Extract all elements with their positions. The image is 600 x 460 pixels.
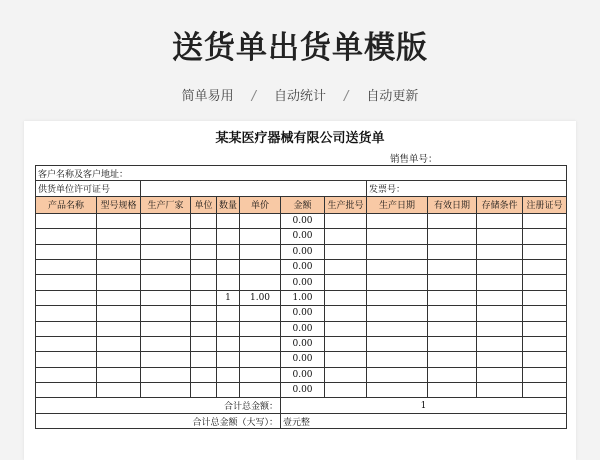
table-cell[interactable] xyxy=(477,367,523,382)
document-title: 某某医疗器械有限公司送货单 xyxy=(215,131,385,146)
header-cell[interactable]: 金额 xyxy=(281,196,325,213)
table-cell[interactable] xyxy=(428,259,477,274)
table-cell[interactable] xyxy=(217,336,240,351)
table-cell[interactable] xyxy=(36,383,97,398)
table-cell[interactable] xyxy=(240,275,281,290)
table-cell[interactable] xyxy=(36,290,97,305)
table-cell[interactable] xyxy=(36,367,97,382)
table-cell[interactable]: 0.00 xyxy=(281,244,325,259)
table-cell[interactable] xyxy=(240,259,281,274)
page-title: 送货单出货单模版 xyxy=(172,30,428,66)
table-cell[interactable] xyxy=(477,275,523,290)
table-cell[interactable] xyxy=(97,336,141,351)
table-row xyxy=(36,229,567,244)
table-cell[interactable] xyxy=(191,306,217,321)
header-cell[interactable]: 注册证号 xyxy=(523,196,567,213)
table-cell[interactable] xyxy=(36,259,97,274)
feature-auto-update: 自动更新 xyxy=(366,89,419,104)
table-cell[interactable] xyxy=(217,229,240,244)
table-row xyxy=(36,352,567,367)
table-cell[interactable] xyxy=(97,321,141,336)
table-cell[interactable] xyxy=(523,336,567,351)
table-cell[interactable] xyxy=(141,244,191,259)
total-row xyxy=(36,398,567,413)
table-row xyxy=(36,244,567,259)
table-cell[interactable]: 0.00 xyxy=(281,383,325,398)
table-cell[interactable] xyxy=(367,336,428,351)
table-cell[interactable] xyxy=(523,352,567,367)
table-cell[interactable] xyxy=(367,275,428,290)
table-cell[interactable] xyxy=(97,352,141,367)
table-cell[interactable] xyxy=(523,367,567,382)
table-cell[interactable] xyxy=(141,306,191,321)
table-cell[interactable] xyxy=(191,321,217,336)
header-cell[interactable]: 生产批号 xyxy=(325,196,367,213)
table-cell[interactable] xyxy=(523,275,567,290)
header-cell[interactable]: 有效日期 xyxy=(428,196,477,213)
table-cell[interactable] xyxy=(240,306,281,321)
supplier-license-label[interactable]: 供货单位许可证号 xyxy=(36,181,141,196)
invoice-number-label[interactable]: 发票号： xyxy=(367,181,567,196)
table-cell[interactable] xyxy=(428,352,477,367)
table-cell[interactable] xyxy=(240,367,281,382)
table-row xyxy=(36,321,567,336)
table-cell[interactable] xyxy=(97,290,141,305)
table-cell[interactable] xyxy=(240,336,281,351)
table-cell[interactable] xyxy=(217,367,240,382)
table-cell[interactable] xyxy=(325,275,367,290)
table-cell[interactable] xyxy=(97,244,141,259)
table-cell[interactable] xyxy=(217,244,240,259)
table-cell[interactable] xyxy=(217,352,240,367)
delivery-table xyxy=(35,165,567,429)
table-cell[interactable]: 0.00 xyxy=(281,229,325,244)
table-cell[interactable] xyxy=(428,290,477,305)
table-cell[interactable] xyxy=(191,383,217,398)
header-cell[interactable]: 数量 xyxy=(217,196,240,213)
table-cell[interactable] xyxy=(325,321,367,336)
table-cell[interactable] xyxy=(428,275,477,290)
table-cell[interactable] xyxy=(141,383,191,398)
table-cell[interactable] xyxy=(240,244,281,259)
header-row xyxy=(36,196,567,213)
table-cell[interactable] xyxy=(523,213,567,228)
table-cell[interactable] xyxy=(367,306,428,321)
supplier-license-value[interactable] xyxy=(141,181,367,196)
total-value[interactable]: 1 xyxy=(281,398,567,413)
table-cell[interactable] xyxy=(217,275,240,290)
table-cell[interactable] xyxy=(240,383,281,398)
table-cell[interactable] xyxy=(477,321,523,336)
sales-number-label: 销售单号： xyxy=(390,154,438,165)
table-cell[interactable] xyxy=(428,321,477,336)
table-cell[interactable] xyxy=(36,244,97,259)
table-cell[interactable] xyxy=(477,229,523,244)
table-cell[interactable] xyxy=(477,336,523,351)
header-cell[interactable]: 单价 xyxy=(240,196,281,213)
table-cell[interactable] xyxy=(428,336,477,351)
table-cell[interactable] xyxy=(36,352,97,367)
table-cell[interactable] xyxy=(240,352,281,367)
table-row xyxy=(36,290,567,305)
table-cell[interactable] xyxy=(36,275,97,290)
table-cell[interactable] xyxy=(367,244,428,259)
license-row xyxy=(36,181,567,196)
table-cell[interactable] xyxy=(141,321,191,336)
table-cell[interactable] xyxy=(325,306,367,321)
table-cell[interactable] xyxy=(477,352,523,367)
total-upper-label[interactable]: 合计总金额（大写）： xyxy=(36,413,281,428)
feature-list xyxy=(0,85,600,104)
table-cell[interactable] xyxy=(141,336,191,351)
table-cell[interactable] xyxy=(367,213,428,228)
table-row xyxy=(36,275,567,290)
table-cell[interactable] xyxy=(217,306,240,321)
table-cell[interactable] xyxy=(477,213,523,228)
table-row xyxy=(36,383,567,398)
table-cell[interactable] xyxy=(217,321,240,336)
table-cell[interactable] xyxy=(36,229,97,244)
item-rows xyxy=(36,213,567,398)
table-cell[interactable] xyxy=(477,290,523,305)
table-cell[interactable] xyxy=(141,275,191,290)
table-cell[interactable] xyxy=(97,275,141,290)
feature-auto-stats: 自动统计 xyxy=(273,89,326,104)
table-cell[interactable] xyxy=(97,306,141,321)
table-cell[interactable] xyxy=(325,244,367,259)
table-row xyxy=(36,213,567,228)
table-cell[interactable] xyxy=(523,383,567,398)
table-cell[interactable] xyxy=(191,290,217,305)
table-cell[interactable] xyxy=(477,306,523,321)
table-row xyxy=(36,306,567,321)
customer-row xyxy=(36,166,567,181)
header-cell[interactable]: 型号规格 xyxy=(97,196,141,213)
table-cell[interactable] xyxy=(325,229,367,244)
table-cell[interactable] xyxy=(523,244,567,259)
header-cell[interactable]: 生产厂家 xyxy=(141,196,191,213)
table-cell[interactable] xyxy=(191,352,217,367)
header-cell[interactable]: 单位 xyxy=(191,196,217,213)
table-cell[interactable] xyxy=(325,259,367,274)
table-cell[interactable] xyxy=(477,383,523,398)
table-cell[interactable] xyxy=(325,367,367,382)
table-cell[interactable] xyxy=(325,352,367,367)
table-cell[interactable] xyxy=(325,290,367,305)
table-cell[interactable] xyxy=(36,321,97,336)
table-cell[interactable] xyxy=(217,383,240,398)
table-cell[interactable] xyxy=(191,275,217,290)
table-cell[interactable] xyxy=(428,367,477,382)
table-cell[interactable] xyxy=(217,213,240,228)
table-cell[interactable] xyxy=(97,213,141,228)
table-cell[interactable]: 1 xyxy=(217,290,240,305)
table-cell[interactable] xyxy=(428,213,477,228)
table-cell[interactable] xyxy=(191,213,217,228)
header-cell[interactable]: 存储条件 xyxy=(477,196,523,213)
table-cell[interactable] xyxy=(97,367,141,382)
table-cell[interactable] xyxy=(367,259,428,274)
table-cell[interactable] xyxy=(367,367,428,382)
table-cell[interactable] xyxy=(367,290,428,305)
table-cell[interactable] xyxy=(97,259,141,274)
header-cell[interactable]: 产品名称 xyxy=(36,196,97,213)
table-cell[interactable] xyxy=(477,259,523,274)
table-cell[interactable]: 0.00 xyxy=(281,352,325,367)
table-cell[interactable] xyxy=(240,213,281,228)
table-cell[interactable] xyxy=(141,290,191,305)
table-cell[interactable] xyxy=(428,244,477,259)
table-cell[interactable] xyxy=(36,306,97,321)
feature-easy: 简单易用 xyxy=(181,89,234,104)
table-cell[interactable] xyxy=(36,213,97,228)
table-row xyxy=(36,367,567,382)
table-cell[interactable] xyxy=(523,229,567,244)
table-cell[interactable] xyxy=(325,383,367,398)
table-cell[interactable]: 0.00 xyxy=(281,275,325,290)
table-cell[interactable] xyxy=(217,259,240,274)
table-cell[interactable] xyxy=(240,229,281,244)
table-cell[interactable] xyxy=(428,306,477,321)
table-cell[interactable] xyxy=(325,213,367,228)
spreadsheet-preview xyxy=(24,121,576,460)
table-cell[interactable]: 0.00 xyxy=(281,259,325,274)
table-cell[interactable]: 0.00 xyxy=(281,367,325,382)
table-cell[interactable]: 1.00 xyxy=(240,290,281,305)
table-cell[interactable] xyxy=(191,259,217,274)
customer-label[interactable]: 客户名称及客户地址： xyxy=(36,166,567,181)
total-label[interactable]: 合计总金额： xyxy=(36,398,281,413)
total-upper-value[interactable]: 壹元整 xyxy=(281,413,567,428)
table-cell[interactable]: 0.00 xyxy=(281,336,325,351)
separator: / xyxy=(344,89,349,104)
table-cell[interactable] xyxy=(141,259,191,274)
table-cell[interactable] xyxy=(97,229,141,244)
table-cell[interactable] xyxy=(141,367,191,382)
table-cell[interactable] xyxy=(325,336,367,351)
table-cell[interactable] xyxy=(141,352,191,367)
table-cell[interactable]: 0.00 xyxy=(281,213,325,228)
table-row xyxy=(36,336,567,351)
table-cell[interactable] xyxy=(191,336,217,351)
header-cell[interactable]: 生产日期 xyxy=(367,196,428,213)
separator: / xyxy=(251,89,256,104)
table-cell[interactable] xyxy=(523,321,567,336)
table-row xyxy=(36,259,567,274)
total-upper-row xyxy=(36,413,567,428)
table-cell[interactable] xyxy=(367,321,428,336)
table-cell[interactable] xyxy=(477,244,523,259)
table-cell[interactable] xyxy=(367,229,428,244)
table-cell[interactable]: 0.00 xyxy=(281,321,325,336)
table-cell[interactable] xyxy=(367,383,428,398)
table-cell[interactable] xyxy=(523,290,567,305)
table-cell[interactable] xyxy=(141,229,191,244)
table-cell[interactable] xyxy=(191,367,217,382)
table-cell[interactable] xyxy=(191,244,217,259)
table-cell[interactable] xyxy=(367,352,428,367)
table-cell[interactable]: 1.00 xyxy=(281,290,325,305)
table-cell[interactable] xyxy=(428,383,477,398)
table-cell[interactable] xyxy=(36,336,97,351)
table-cell[interactable]: 0.00 xyxy=(281,306,325,321)
table-cell[interactable] xyxy=(191,229,217,244)
table-cell[interactable] xyxy=(523,306,567,321)
table-cell[interactable] xyxy=(428,229,477,244)
table-cell[interactable] xyxy=(97,383,141,398)
table-cell[interactable] xyxy=(141,213,191,228)
table-cell[interactable] xyxy=(523,259,567,274)
table-cell[interactable] xyxy=(240,321,281,336)
